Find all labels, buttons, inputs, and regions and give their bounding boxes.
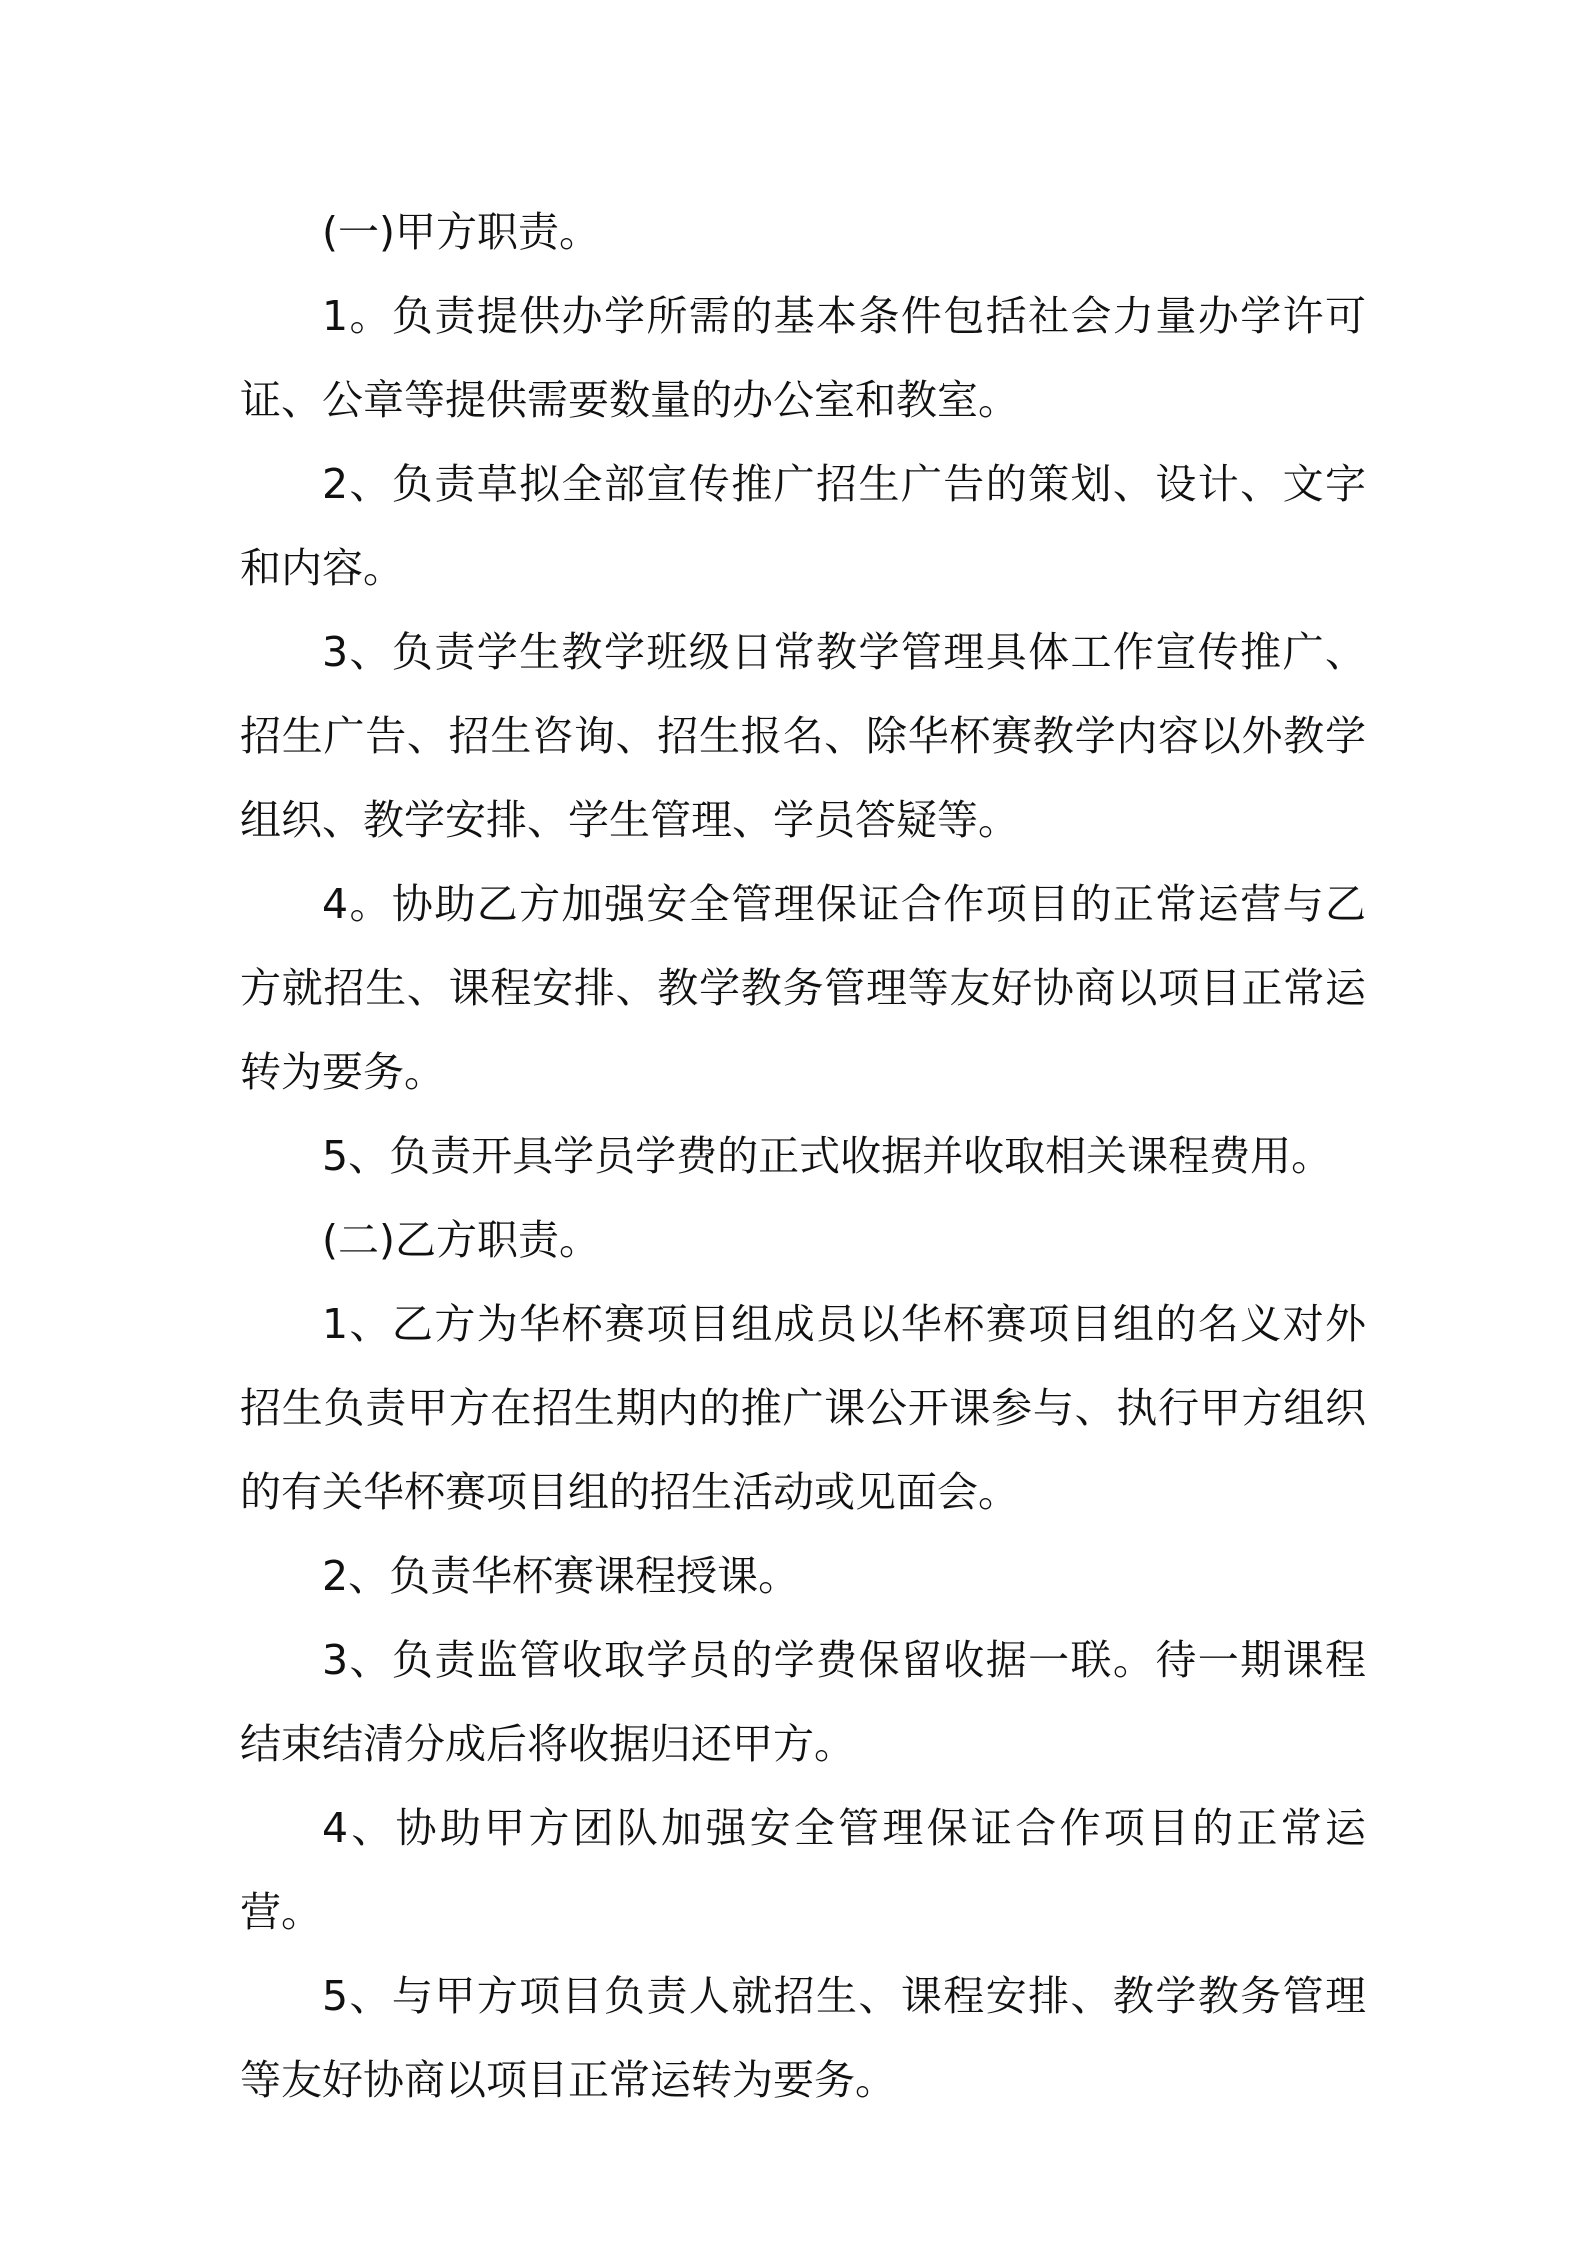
party-a-item-5: 5、负责开具学员学费的正式收据并收取相关课程费用。 [322, 1132, 1333, 1180]
document-body [240, 190, 1366, 2122]
party-b-item-1: 1、乙方为华杯赛项目组成员以华杯赛项目组的名义对外招生负责甲方在招生期内的推广课公开课参与、执行甲方组织的有关华杯赛项目组的招生活动或见面会。 [240, 1300, 1366, 1516]
section-heading-party-b: (二)乙方职责。 [322, 1216, 600, 1264]
section-heading-party-a: (一)甲方职责。 [322, 208, 600, 256]
party-b-item-5: 5、与甲方项目负责人就招生、课程安排、教学教务管理等友好协商以项目正常运转为要务。 [240, 1972, 1366, 2104]
party-a-item-4: 4。协助乙方加强安全管理保证合作项目的正常运营与乙方就招生、课程安排、教学教务管理等友好协商以项目正常运转为要务。 [240, 880, 1366, 1096]
party-a-item-2: 2、负责草拟全部宣传推广招生广告的策划、设计、文字和内容。 [240, 460, 1366, 592]
party-b-item-4: 4、协助甲方团队加强安全管理保证合作项目的正常运营。 [240, 1804, 1366, 1936]
party-b-item-3: 3、负责监管收取学员的学费保留收据一联。待一期课程结束结清分成后将收据归还甲方。 [240, 1636, 1366, 1768]
party-a-item-1: 1。负责提供办学所需的基本条件包括社会力量办学许可证、公章等提供需要数量的办公室和教室。 [240, 292, 1366, 424]
party-b-item-2: 2、负责华杯赛课程授课。 [322, 1552, 800, 1600]
party-a-item-3: 3、负责学生教学班级日常教学管理具体工作宣传推广、招生广告、招生咨询、招生报名、除华杯赛教学内容以外教学组织、教学安排、学生管理、学员答疑等。 [240, 628, 1366, 844]
